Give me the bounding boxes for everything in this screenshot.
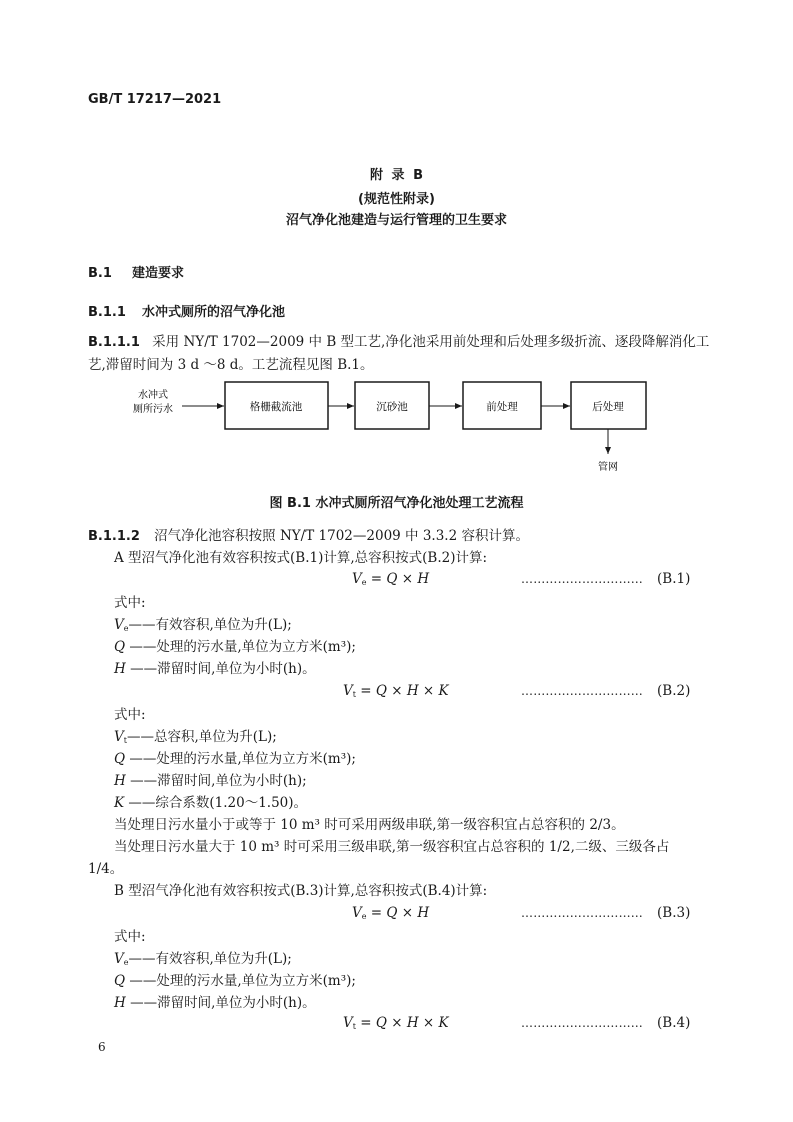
input-label-line2: 厕所污水 [133,404,173,415]
equation-b2-leader: ………………………… [521,684,643,698]
three-stage-paragraph-line2: 1/4。 [88,861,124,877]
q-def-text: ——处理的污水量,单位为立方米(m³); [129,751,356,767]
section-b1-number: B.1 [88,266,112,281]
equation-b4-leader: ………………………… [521,1016,643,1030]
equation-b2: $V_t = Q \times H \times K$ [343,683,449,699]
symbol-def-h-1: H ——滞留时间,单位为小时(h)。 [114,661,316,677]
section-b1-title: 建造要求 [132,266,185,281]
where-label-1: 式中: [114,595,146,611]
equation-b3: $V_e = Q \times H$ [352,905,430,921]
output-label: 管网 [598,462,618,473]
equation-b4: $V_t = Q \times H \times K$ [343,1015,449,1031]
vt-def-text: ——总容积,单位为升(L); [126,729,277,745]
process-flow-diagram [120,380,680,480]
h-def-text: ——滞留时间,单位为小时(h)。 [130,661,316,677]
equation-b2-number: (B.2) [657,683,691,699]
box-pretreatment-label: 前处理 [486,401,518,413]
section-b1 [88,262,184,281]
appendix-title: 附 录 B [370,168,423,183]
box-grid-interception-label: 格栅截流池 [249,401,303,413]
appendix-nature: (规范性附录) [358,192,435,207]
two-stage-paragraph: 当处理日污水量小于或等于 10 m³ 时可采用两级串联,第一级容积宜占总容积的 2/3。 [114,817,625,833]
k-def-text: ——综合系数(1.20～1.50)。 [128,795,308,811]
box-grit-chamber-label: 沉砂池 [376,401,408,413]
equation-b1-number: (B.1) [657,571,691,587]
ve-def-text: ——有效容积,单位为升(L); [128,951,292,967]
h-def-text: ——滞留时间,单位为小时(h)。 [130,995,316,1011]
h-def-text: ——滞留时间,单位为小时(h); [130,773,307,789]
box-post-treatment-label: 后处理 [592,401,624,413]
where-label-2: 式中: [114,707,146,723]
q-def-text: ——处理的污水量,单位为立方米(m³); [129,639,356,655]
symbol-def-vt: $V_t——$总容积,单位为升(L); [114,729,277,745]
q-def-text: ——处理的污水量,单位为立方米(m³); [129,973,356,989]
clause-b112-intro-text: 沼气净化池容积按照 NY/T 1702—2009 中 3.3.2 容积计算。 [154,528,529,544]
clause-b111-line1 [88,333,709,352]
clause-b111-line2: 艺,滞留时间为 3 d ～8 d。工艺流程见图 B.1。 [88,357,374,373]
three-stage-paragraph-line1: 当处理日污水量大于 10 m³ 时可采用三级串联,第一级容积宜占总容积的 1/2,二级、三级各占 [114,839,670,855]
clause-b112-number: B.1.1.2 [88,529,140,544]
symbol-def-ve-1: $V_e——$有效容积,单位为升(L); [114,617,292,633]
equation-b3-leader: ………………………… [521,906,643,920]
equation-b1-leader: ………………………… [521,572,643,586]
clause-b112-intro [88,527,529,546]
page-number: 6 [98,1040,106,1054]
standard-number: GB/T 17217—2021 [88,92,222,107]
symbol-def-q-2: Q ——处理的污水量,单位为立方米(m³); [114,751,356,767]
section-b11-title: 水冲式厕所的沼气净化池 [142,305,286,320]
section-b11-number: B.1.1 [88,305,126,320]
symbol-def-h-2: H ——滞留时间,单位为小时(h); [114,773,307,789]
figure-caption: 图 B.1 水冲式厕所沼气净化池处理工艺流程 [269,496,524,511]
clause-b111-number: B.1.1.1 [88,335,140,350]
appendix-subtitle: 沼气净化池建造与运行管理的卫生要求 [285,213,507,228]
symbol-def-ve-2: $V_e——$有效容积,单位为升(L); [114,951,292,967]
where-label-3: 式中: [114,929,146,945]
symbol-def-q-3: Q ——处理的污水量,单位为立方米(m³); [114,973,356,989]
a-type-statement: A 型沼气净化池有效容积按式(B.1)计算,总容积按式(B.2)计算: [114,550,488,566]
input-label-line1: 水冲式 [138,390,168,401]
ve-def-text: ——有效容积,单位为升(L); [128,617,292,633]
equation-b1: $V_e = Q \times H$ [352,571,430,587]
symbol-def-k: K ——综合系数(1.20～1.50)。 [114,795,308,811]
symbol-def-q-1: Q ——处理的污水量,单位为立方米(m³); [114,639,356,655]
equation-b4-number: (B.4) [657,1015,691,1031]
equation-b3-number: (B.3) [657,905,691,921]
symbol-def-h-3: H ——滞留时间,单位为小时(h)。 [114,995,316,1011]
clause-b111-text1: 采用 NY/T 1702—2009 中 B 型工艺,净化池采用前处理和后处理多级折流、逐段降解消化工 [152,334,710,350]
section-b11 [88,301,285,320]
b-type-statement: B 型沼气净化池有效容积按式(B.3)计算,总容积按式(B.4)计算: [114,883,488,899]
